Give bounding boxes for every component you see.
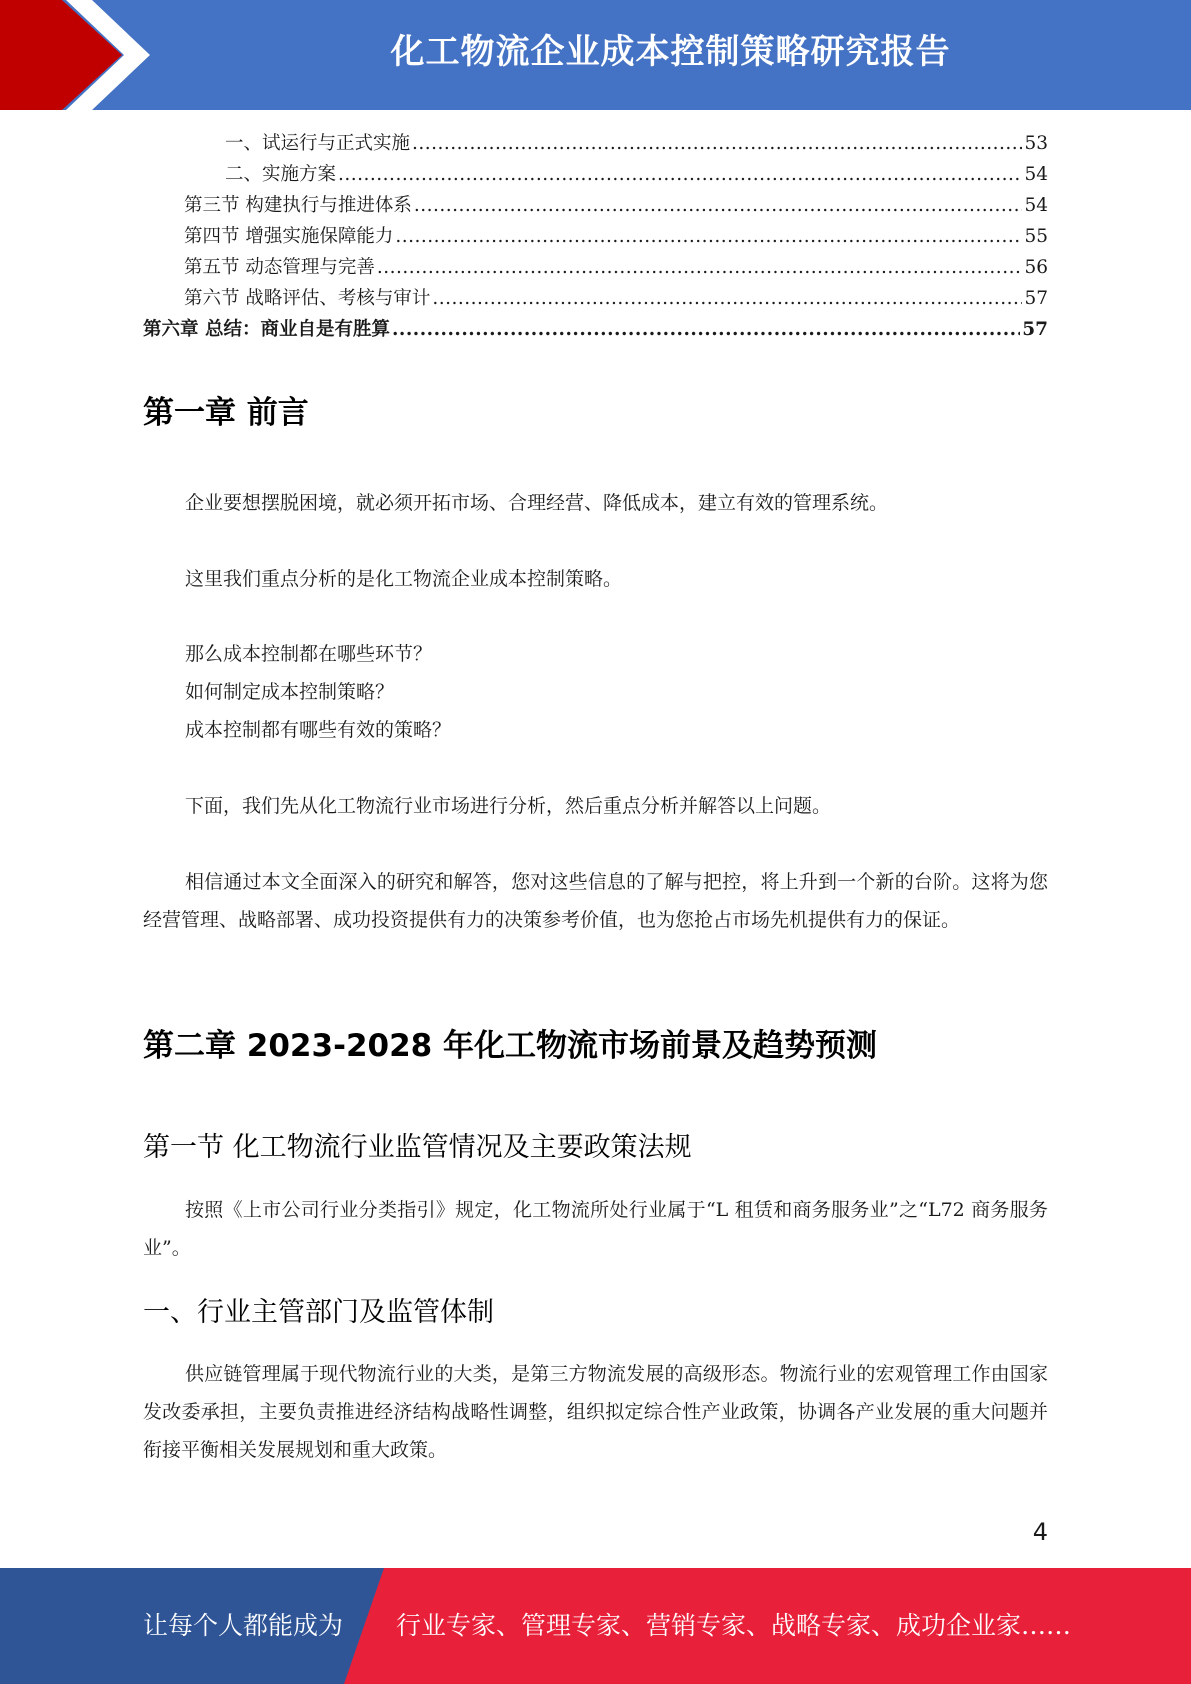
toc-entry[interactable]	[143, 128, 1048, 159]
toc-entry-page: 54	[1024, 195, 1048, 216]
report-title: 化工物流企业成本控制策略研究报告	[390, 32, 951, 72]
question-line: 如何制定成本控制策略？	[185, 681, 395, 703]
toc-entry-page: 57	[1022, 319, 1048, 340]
page-number: 4	[1032, 1518, 1048, 1546]
toc-leader	[392, 314, 1020, 345]
toc-entry[interactable]	[143, 159, 1048, 190]
paragraph: 相信通过本文全面深入的研究和解答，您对这些信息的了解与把控，将上升到一个新的台阶。这将为您经营管理、战略部署、成功投资提供有力的决策参考价值，也为您抢占市场先机提供有力的保证。	[143, 871, 1048, 931]
toc-entry-label: 第三节 构建执行与推进体系	[184, 195, 412, 216]
footer-slogan-left: 让每个人都能成为	[143, 1611, 344, 1640]
toc-leader	[412, 128, 1022, 159]
section-heading: 第一节 化工物流行业监管情况及主要政策法规	[143, 1132, 692, 1163]
toc-entry-page: 53	[1024, 133, 1048, 154]
toc-entry-label: 第五节 动态管理与完善	[184, 257, 375, 278]
toc-entry[interactable]	[143, 221, 1048, 252]
chapter-1-heading: 第一章 前言	[143, 395, 309, 431]
toc-entry-label: 第四节 增强实施保障能力	[184, 226, 394, 247]
toc-entry-label: 二、实施方案	[225, 164, 337, 185]
toc-entry[interactable]	[143, 314, 1048, 345]
toc-entry-page: 56	[1024, 257, 1048, 278]
toc-leader	[395, 221, 1022, 252]
question-line: 成本控制都有哪些有效的策略？	[185, 719, 452, 741]
toc-entry[interactable]	[143, 190, 1048, 221]
table-of-contents	[143, 128, 1048, 345]
paragraph: 企业要想摆脱困境，就必须开拓市场、合理经营、降低成本，建立有效的管理系统。	[185, 492, 889, 514]
chapter-2-heading: 第二章 2023-2028 年化工物流市场前景及趋势预测	[143, 1028, 878, 1064]
paragraph: 下面，我们先从化工物流行业市场进行分析，然后重点分析并解答以上问题。	[185, 795, 832, 817]
header-chevron-decoration	[0, 0, 160, 110]
toc-leader	[377, 252, 1023, 283]
toc-entry-label: 第六节 战略评估、考核与审计	[184, 288, 431, 309]
toc-entry-page: 54	[1024, 164, 1048, 185]
toc-entry[interactable]	[143, 252, 1048, 283]
toc-leader	[432, 283, 1022, 314]
page-header	[0, 0, 1191, 110]
paragraph: 这里我们重点分析的是化工物流企业成本控制策略。	[185, 568, 623, 590]
toc-entry[interactable]	[143, 283, 1048, 314]
toc-entry-page: 57	[1024, 288, 1048, 309]
toc-entry-label: 一、试运行与正式实施	[225, 133, 411, 154]
toc-leader	[414, 190, 1023, 221]
toc-entry-label: 第六章 总结：商业自是有胜算	[143, 319, 390, 340]
question-line: 那么成本控制都在哪些环节？	[185, 643, 433, 665]
paragraph: 供应链管理属于现代物流行业的大类，是第三方物流发展的高级形态。物流行业的宏观管理工作由国家发改委承担，主要负责推进经济结构战略性调整，组织拟定综合性产业政策，协调各产业发展的重大问题并衔接平衡相关发展规划和重大政策。	[143, 1363, 1048, 1461]
page-footer	[0, 1568, 1191, 1684]
toc-entry-page: 55	[1024, 226, 1048, 247]
toc-leader	[338, 159, 1022, 190]
paragraph: 按照《上市公司行业分类指引》规定，化工物流所处行业属于“L 租赁和商务服务业”之“L72 商务服务业”。	[143, 1199, 1048, 1259]
subsection-heading: 一、行业主管部门及监管体制	[143, 1297, 494, 1328]
footer-slogan-right: 行业专家、管理专家、营销专家、战略专家、成功企业家……	[396, 1611, 1072, 1640]
